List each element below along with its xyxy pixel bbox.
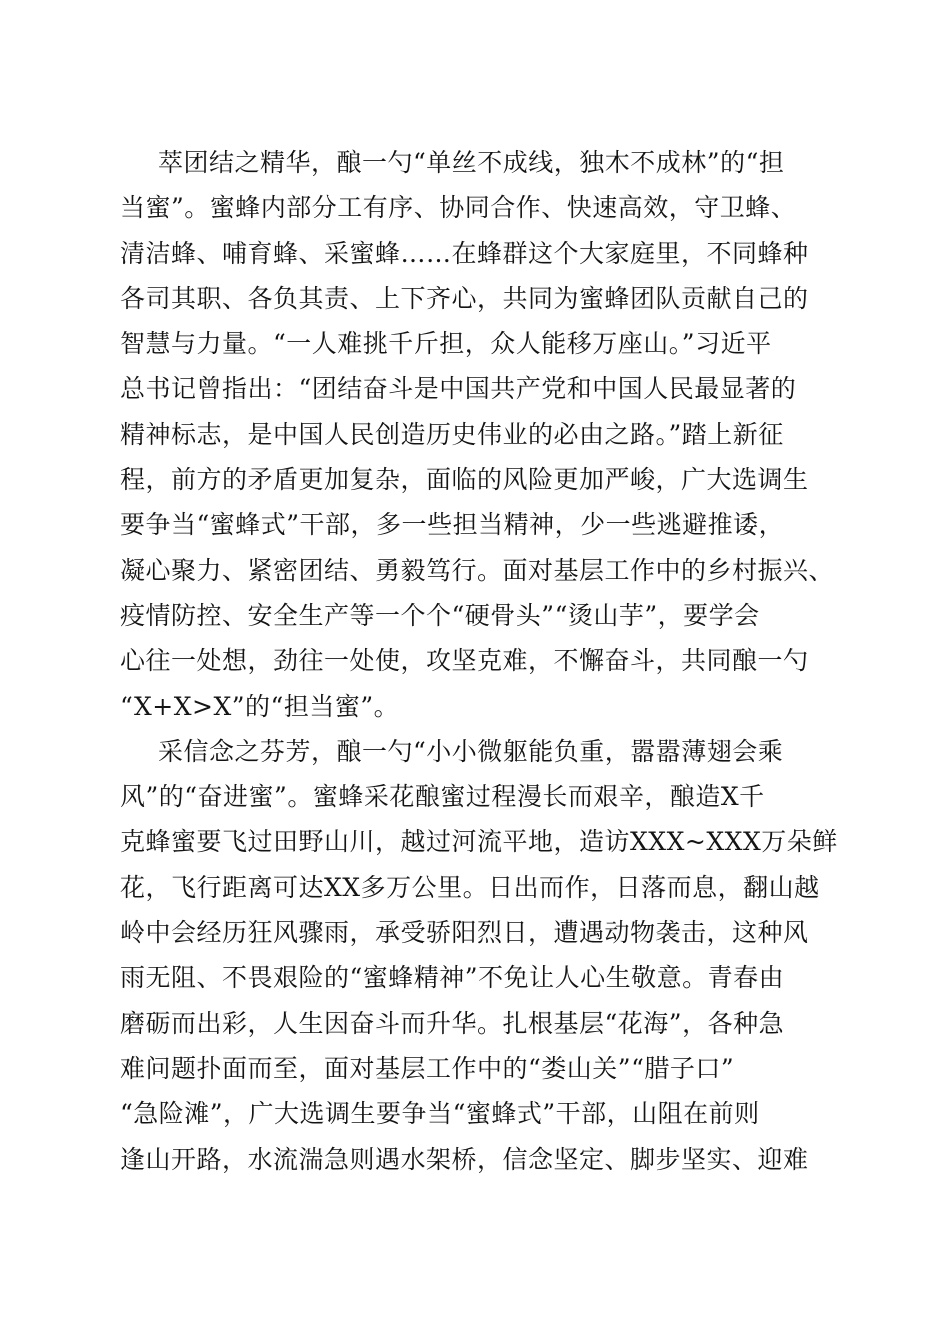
text-line: 要争当“蜜蜂式”干部，多一些担当精神，少一些逃避推诿， bbox=[120, 510, 785, 540]
document-body bbox=[120, 140, 840, 1182]
text-line: 磨砺而出彩，人生因奋斗而升华。扎根基层“花海”，各种急 bbox=[120, 1008, 785, 1038]
text-line: 雨无阻、不畏艰险的“蜜蜂精神”不免让人心生敬意。青春由 bbox=[120, 963, 785, 993]
text-line: 智慧与力量。“一人难挑千斤担，众人能移万座山。”习近平 bbox=[120, 329, 772, 359]
text-line: 风”的“奋进蜜”。蜜蜂采花酿蜜过程漫长而艰辛，酿造X千 bbox=[120, 782, 765, 812]
text-line: 逢山开路，水流湍急则遇水架桥，信念坚定、脚步坚实、迎难 bbox=[120, 1144, 809, 1174]
text-line: 心往一处想，劲往一处使，攻坚克难，不懈奋斗，共同酿一勺 bbox=[120, 646, 809, 676]
text-line: 各司其职、各负其责、上下齐心，共同为蜜蜂团队贡献自己的 bbox=[120, 283, 809, 313]
text-line: 凝心聚力、紧密团结、勇毅笃行。面对基层工作中的乡村振兴、 bbox=[120, 555, 835, 585]
paragraph-1 bbox=[120, 140, 840, 729]
text-line: 花，飞行距离可达XX多万公里。日出而作，日落而息，翻山越 bbox=[120, 872, 820, 902]
text-line: “急险滩”，广大选调生要争当“蜜蜂式”干部，山阻在前则 bbox=[120, 1099, 760, 1129]
text-line: 克蜂蜜要飞过田野山川，越过河流平地，造访XXX~XXX万朵鲜 bbox=[120, 827, 838, 857]
text-line: 当蜜”。蜜蜂内部分工有序、协同合作、快速高效，守卫蜂、 bbox=[120, 193, 797, 223]
text-line: 程，前方的矛盾更加复杂，面临的风险更加严峻，广大选调生 bbox=[120, 465, 809, 495]
text-line: 难问题扑面而至，面对基层工作中的“娄山关”“腊子口” bbox=[120, 1053, 735, 1083]
text-line: 萃团结之精华，酿一勺“单丝不成线，独木不成林”的“担 bbox=[158, 148, 785, 177]
text-line: 岭中会经历狂风骤雨，承受骄阳烈日，遭遇动物袭击，这种风 bbox=[120, 918, 809, 948]
text-line: 疫情防控、安全生产等一个个“硬骨头”“烫山芋”，要学会 bbox=[120, 600, 760, 630]
text-line: 总书记曾指出：“团结奋斗是中国共产党和中国人民最显著的 bbox=[120, 374, 797, 404]
paragraph-2 bbox=[120, 729, 840, 1182]
text-line: 精神标志，是中国人民创造历史伟业的必由之路。”踏上新征 bbox=[120, 419, 784, 449]
text-line: “X+X>X”的“担当蜜”。 bbox=[120, 691, 400, 721]
text-line: 清洁蜂、哺育蜂、采蜜蜂……在蜂群这个大家庭里，不同蜂种 bbox=[120, 238, 809, 268]
text-line: 采信念之芬芳，酿一勺“小小微躯能负重，嚣嚣薄翅会乘 bbox=[158, 736, 784, 766]
